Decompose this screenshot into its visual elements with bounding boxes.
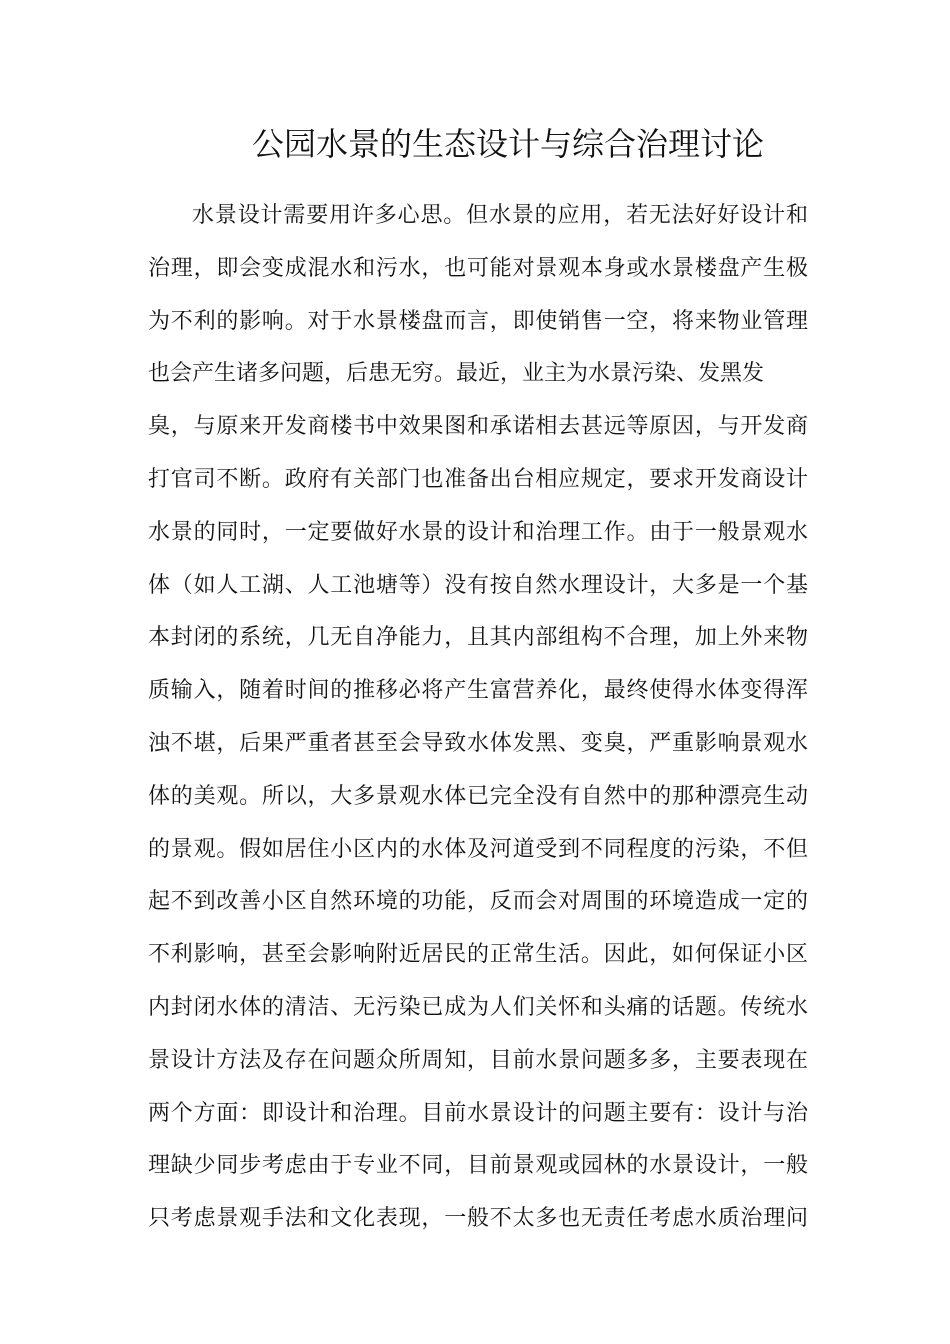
text-line: 体（如人工湖、人工池塘等）没有按自然水理设计，大多是一个基 [148,572,808,598]
text-line: 体的美观。所以，大多景观水体已完全没有自然中的那种漂亮生动 [148,783,808,809]
text-line: 两个方面：即设计和治理。目前水景设计的问题主要有：设计与治 [148,1100,808,1126]
text-line: 水景设计需要用许多心思。但水景的应用，若无法好好设计和 [192,203,808,228]
text-line: 打官司不断。政府有关部门也准备出台相应规定，要求开发商设计 [148,466,808,492]
text-line: 的景观。假如居住小区内的水体及河道受到不同程度的污染，不但 [148,836,808,862]
text-line: 治理，即会变成混水和污水，也可能对景观本身或水景楼盘产生极 [148,255,808,281]
text-line: 不利影响，甚至会影响附近居民的正常生活。因此，如何保证小区 [148,942,808,968]
body-paragraph [148,190,808,1246]
text-line: 景设计方法及存在问题众所周知，目前水景问题多多，主要表现在 [148,1047,808,1073]
text-line: 也会产生诸多问题，后患无穷。最近，业主为水景污染、发黑发 [148,361,765,387]
text-line: 水景的同时，一定要做好水景的设计和治理工作。由于一般景观水 [148,519,808,545]
document-title: 公园水景的生态设计与综合治理讨论 [251,125,764,163]
text-line: 浊不堪，后果严重者甚至会导致水体发黑、变臭，严重影响景观水 [148,730,808,756]
text-line: 为不利的影响。对于水景楼盘而言，即使销售一空，将来物业管理 [148,308,808,334]
text-line: 质输入，随着时间的推移必将产生富营养化，最终使得水体变得浑 [148,678,808,704]
text-line: 理缺少同步考虑由于专业不同，目前景观或园林的水景设计，一般 [148,1153,808,1179]
text-line: 本封闭的系统，几无自净能力，且其内部组构不合理，加上外来物 [148,625,808,651]
text-line: 只考虑景观手法和文化表现，一般不太多也无责任考虑水质治理问 [148,1206,808,1232]
text-line: 内封闭水体的清洁、无污染已成为人们关怀和头痛的话题。传统水 [148,994,808,1020]
text-line: 臭，与原来开发商楼书中效果图和承诺相去甚远等原因，与开发商 [148,414,808,440]
text-line: 起不到改善小区自然环境的功能，反而会对周围的环境造成一定的 [148,889,808,915]
